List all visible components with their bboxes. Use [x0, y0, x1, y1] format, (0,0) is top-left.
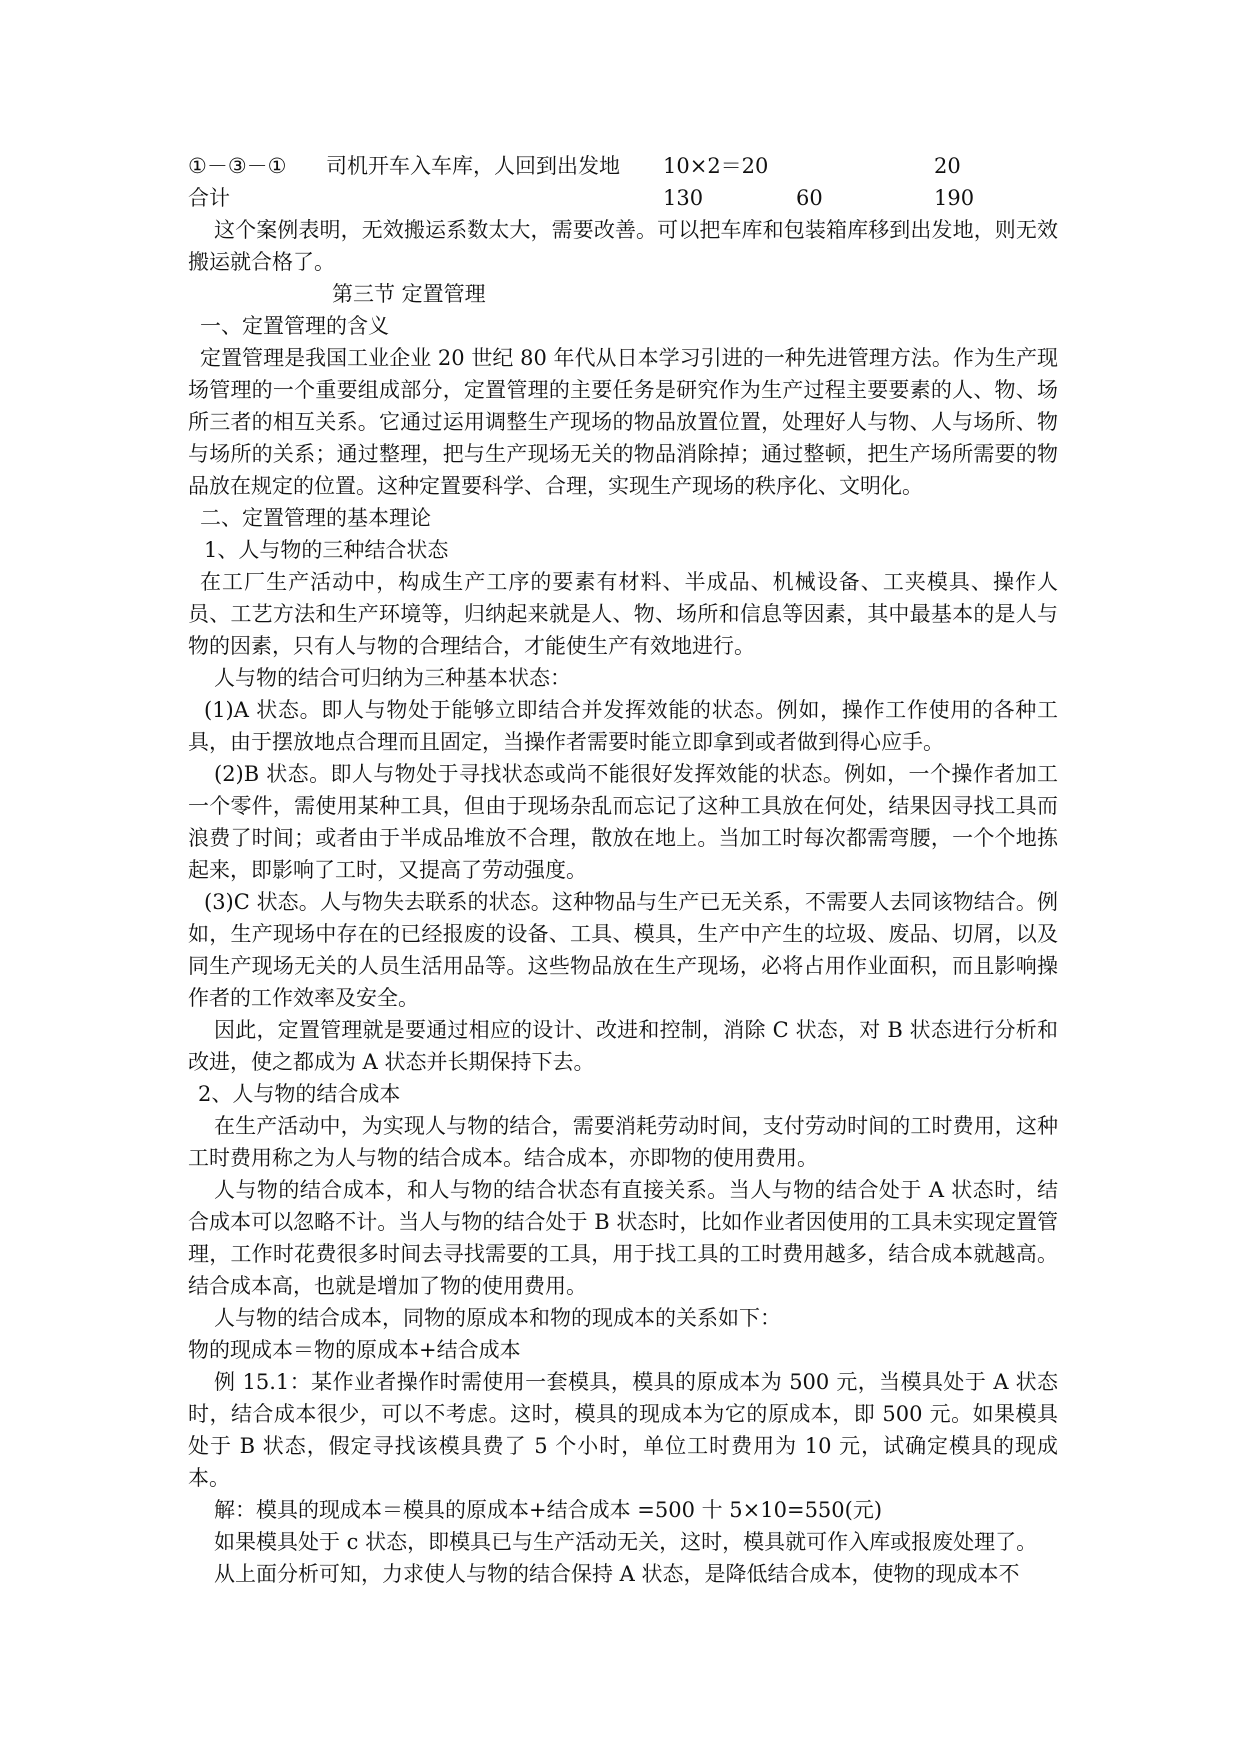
document-body — [188, 214, 1058, 1590]
paragraph: 如果模具处于 c 状态，即模具已与生产活动无关，这时，模具就可作入库或报废处理了。 — [214, 1530, 1038, 1554]
paragraph: (1)A 状态。即人与物处于能够立即结合并发挥效能的状态。例如，操作工作使用的各种工具，由于摆放地点合理而且固定，当操作者需要时能立即拿到或者做到得心应手。 — [188, 698, 1058, 754]
subsection-heading: 一、定置管理的含义 — [200, 314, 389, 338]
route-cell: ①－③－① — [188, 154, 287, 178]
total-value-3: 190 — [934, 186, 975, 210]
table-row — [188, 150, 1068, 182]
paragraph: 解：模具的现成本＝模具的原成本+结合成本 =500 十 5×10=550(元) — [214, 1498, 883, 1522]
subsection-heading: 二、定置管理的基本理论 — [200, 506, 431, 530]
paragraph: 例 15.1：某作业者操作时需使用一套模具，模具的原成本为 500 元，当模具处于 A 状态时，结合成本很少，可以不考虑。这时，模具的现成本为它的原成本，即 500 元。如果模具处于 B 状态，假定寻找该模具费了 5 个小时，单位工时费用为 10 元，试确定模具的现成本。 — [188, 1370, 1058, 1490]
formula: 物的现成本＝物的原成本+结合成本 — [188, 1338, 521, 1362]
paragraph: 在生产活动中，为实现人与物的结合，需要消耗劳动时间，支付劳动时间的工时费用，这种工时费用称之为人与物的结合成本。结合成本，亦即物的使用费用。 — [188, 1114, 1058, 1170]
section-heading: 第三节 定置管理 — [332, 282, 486, 306]
paragraph: 从上面分析可知，力求使人与物的结合保持 A 状态，是降低结合成本，使物的现成本不 — [214, 1562, 1020, 1586]
table-row-total — [188, 182, 1068, 214]
paragraph: 定置管理是我国工业企业 20 世纪 80 年代从日本学习引进的一种先进管理方法。作为生产现场管理的一个重要组成部分，定置管理的主要任务是研究作为生产过程主要要素的人、物、场所三者的相互关系。它通过运用调整生产现场的物品放置位置，处理好人与物、人与场所、物与场所的关系；通过整理，把与生产现场无关的物品消除掉；通过整顿，把生产场所需要的物品放在规定的位置。这种定置要科学、合理，实现生产现场的秩序化、文明化。 — [188, 346, 1058, 498]
total-value-1: 130 — [663, 186, 704, 210]
total-label: 合计 — [188, 186, 230, 210]
paragraph: 在工厂生产活动中，构成生产工序的要素有材料、半成品、机械设备、工夹模具、操作人员、工艺方法和生产环境等，归纳起来就是人、物、场所和信息等因素，其中最基本的是人与物的因素，只有人与物的合理结合，才能使生产有效地进行。 — [188, 570, 1058, 658]
paragraph: 人与物的结合成本，同物的原成本和物的现成本的关系如下： — [214, 1306, 781, 1330]
paragraph: 因此，定置管理就是要通过相应的设计、改进和控制，消除 C 状态，对 B 状态进行分析和改进，使之都成为 A 状态并长期保持下去。 — [188, 1018, 1058, 1074]
paragraph: (3)C 状态。人与物失去联系的状态。这种物品与生产已无关系，不需要人去同该物结合。例如，生产现场中存在的已经报废的设备、工具、模具，生产中产生的垃圾、废品、切屑，以及同生产现场无关的人员生活用品等。这些物品放在生产现场，必将占用作业面积，而且影响操作者的工作效率及安全。 — [188, 890, 1058, 1010]
paragraph: 这个案例表明，无效搬运系数太大，需要改善。可以把车库和包装箱库移到出发地，则无效搬运就合格了。 — [188, 218, 1058, 274]
subsection-heading: 1、人与物的三种结合状态 — [204, 538, 449, 562]
paragraph: (2)B 状态。即人与物处于寻找状态或尚不能很好发挥效能的状态。例如，一个操作者加工一个零件，需使用某种工具，但由于现场杂乱而忘记了这种工具放在何处，结果因寻找工具而浪费了时间；或者由于半成品堆放不合理，散放在地上。当加工时每次都需弯腰，一个个地拣起来，即影响了工时，又提高了劳动强度。 — [188, 762, 1058, 882]
total-value-2: 60 — [796, 186, 823, 210]
paragraph: 人与物的结合成本，和人与物的结合状态有直接关系。当人与物的结合处于 A 状态时，结合成本可以忽略不计。当人与物的结合处于 B 状态时，比如作业者因使用的工具未实现定置管理，工作时花费很多时间去寻找需要的工具，用于找工具的工时费用越多，结合成本就越高。结合成本高，也就是增加了物的使用费用。 — [188, 1178, 1058, 1298]
subsection-heading: 2、人与物的结合成本 — [198, 1082, 401, 1106]
paragraph: 人与物的结合可归纳为三种基本状态： — [214, 666, 571, 690]
calculation-cell: 10×2＝20 — [663, 154, 769, 178]
total-cell: 20 — [934, 154, 961, 178]
description-cell: 司机开车入车库，人回到出发地 — [326, 154, 620, 178]
